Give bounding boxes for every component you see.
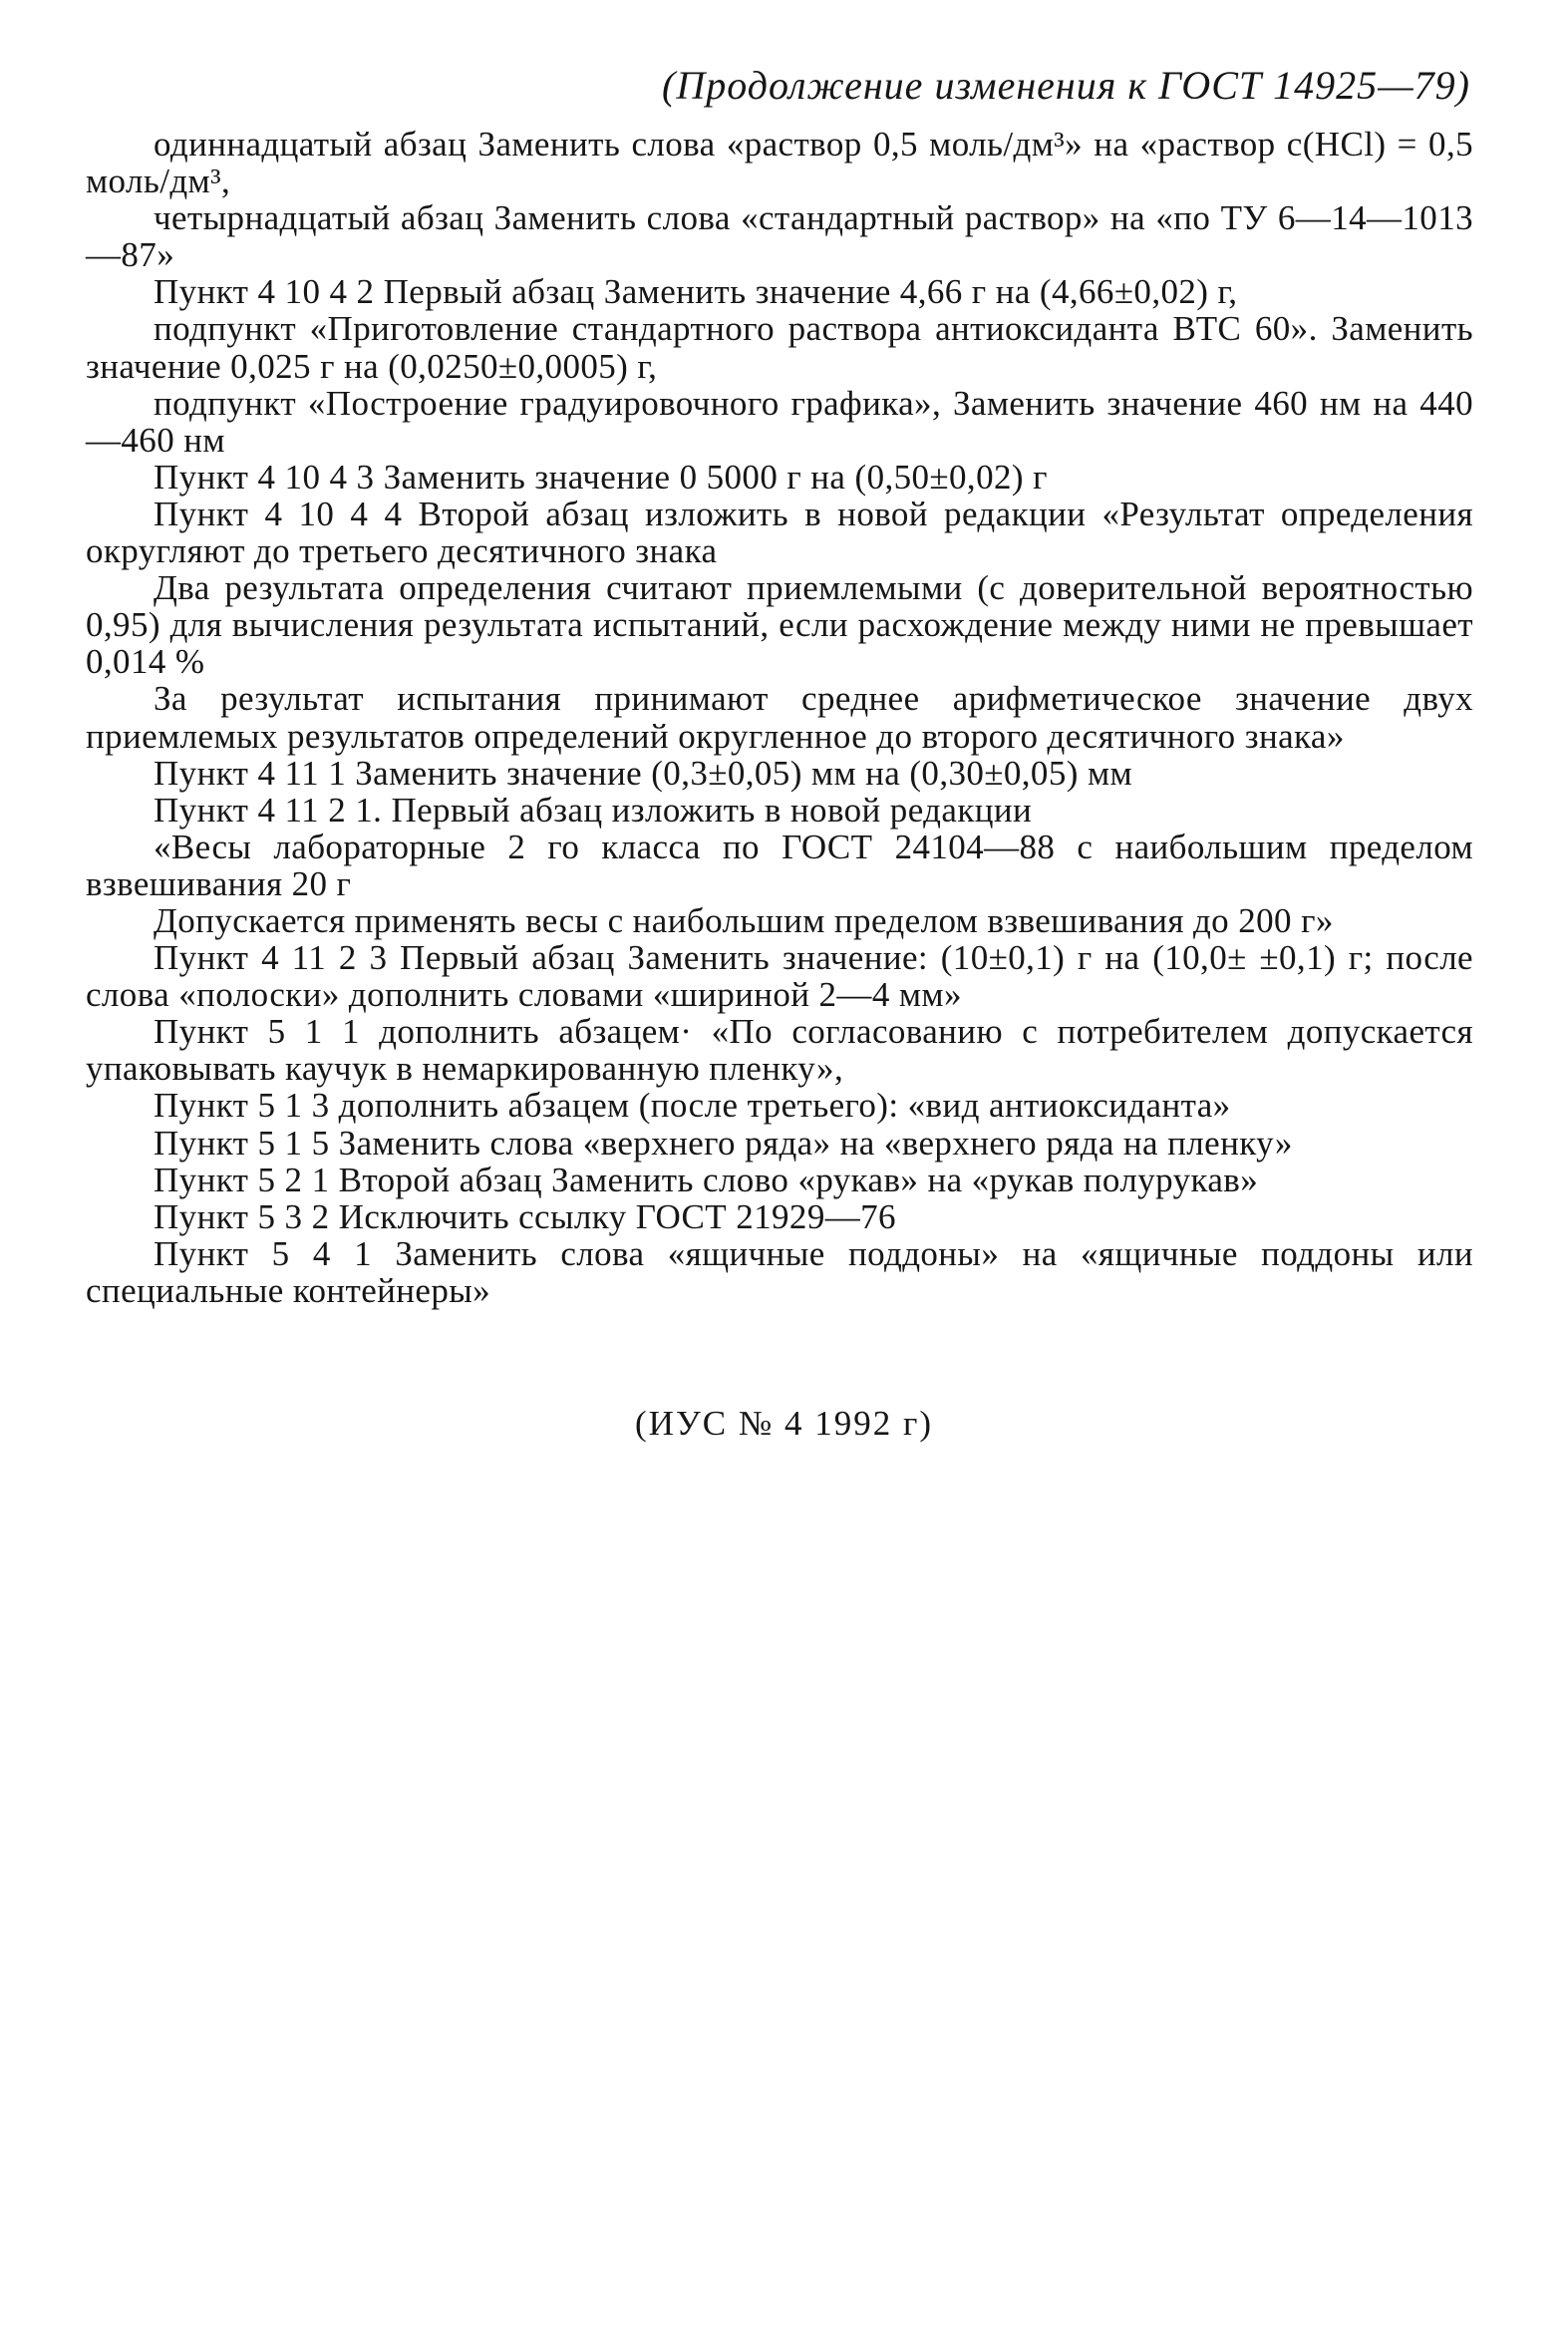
paragraph: Пункт 5 2 1 Второй абзац Заменить слово «рукав» на «рукав полурукав»	[154, 1160, 1259, 1199]
paragraph: подпункт «Построение градуировочного графика», Заменить значение 460 нм на 440—460 нм	[86, 383, 1473, 460]
paragraph: Пункт 5 3 2 Исключить ссылку ГОСТ 21929—76	[154, 1196, 896, 1236]
paragraph: Пункт 4 11 2 1. Первый абзац изложить в новой редакции	[154, 790, 1033, 830]
paragraph: Пункт 4 11 2 3 Первый абзац Заменить значение: (10±0,1) г на (10,0± ±0,1) г; после слова «полоски» дополнить словами «шириной 2—4 мм»	[86, 938, 1473, 1015]
paragraph: Пункт 4 10 4 4 Второй абзац изложить в новой редакции «Результат определения округляют до третьего десятичного знака	[86, 494, 1473, 571]
paragraph: Два результата определения считают приемлемыми (с доверительной вероятностью 0,95) для вычисления результата испытаний, если расхождение между ними не превышает 0,014 %	[86, 568, 1473, 682]
source-reference: (ИУС № 4 1992 г)	[635, 1404, 933, 1443]
paragraph: Пункт 5 1 5 Заменить слова «верхнего ряда» на «верхнего ряда на пленку»	[154, 1123, 1293, 1163]
paragraph: Пункт 4 11 1 Заменить значение (0,3±0,05) мм на (0,30±0,05) мм	[154, 753, 1133, 793]
paragraph: Пункт 4 10 4 3 Заменить значение 0 5000 г на (0,50±0,02) г	[154, 457, 1048, 497]
continuation-header: (Продолжение изменения к ГОСТ 14925—79)	[662, 63, 1470, 108]
paragraph: одиннадцатый абзац Заменить слова «раствор 0,5 моль/дм³» на «раствор c(HCl) = 0,5 моль/дм³,	[86, 125, 1473, 201]
paragraph: «Весы лабораторные 2 го класса по ГОСТ 24104—88 с наибольшим пределом взвешивания 20 г	[86, 827, 1473, 903]
paragraph: Пункт 5 4 1 Заменить слова «ящичные поддоны» на «ящичные поддоны или специальные контейнеры»	[86, 1233, 1473, 1310]
paragraph: Допускается применять весы с наибольшим пределом взвешивания до 200 г»	[154, 900, 1334, 940]
amendment-text	[86, 126, 1473, 1309]
paragraph: За результат испытания принимают среднее арифметическое значение двух приемлемых результатов определений округленное до второго десятичного знака»	[86, 679, 1473, 756]
paragraph: Пункт 4 10 4 2 Первый абзац Заменить значение 4,66 г на (4,66±0,02) г,	[154, 272, 1238, 312]
paragraph: Пункт 5 1 3 дополнить абзацем (после третьего): «вид антиоксиданта»	[154, 1086, 1231, 1126]
paragraph: подпункт «Приготовление стандартного раствора антиоксиданта ВТС 60». Заменить значение 0,025 г на (0,0250±0,0005) г,	[86, 309, 1473, 386]
paragraph: четырнадцатый абзац Заменить слова «стандартный раствор» на «по ТУ 6—14—1013—87»	[86, 198, 1473, 275]
paragraph: Пункт 5 1 1 дополнить абзацем· «По согласованию с потребителем допускается упаковывать каучук в немаркированную пленку»,	[86, 1012, 1473, 1089]
